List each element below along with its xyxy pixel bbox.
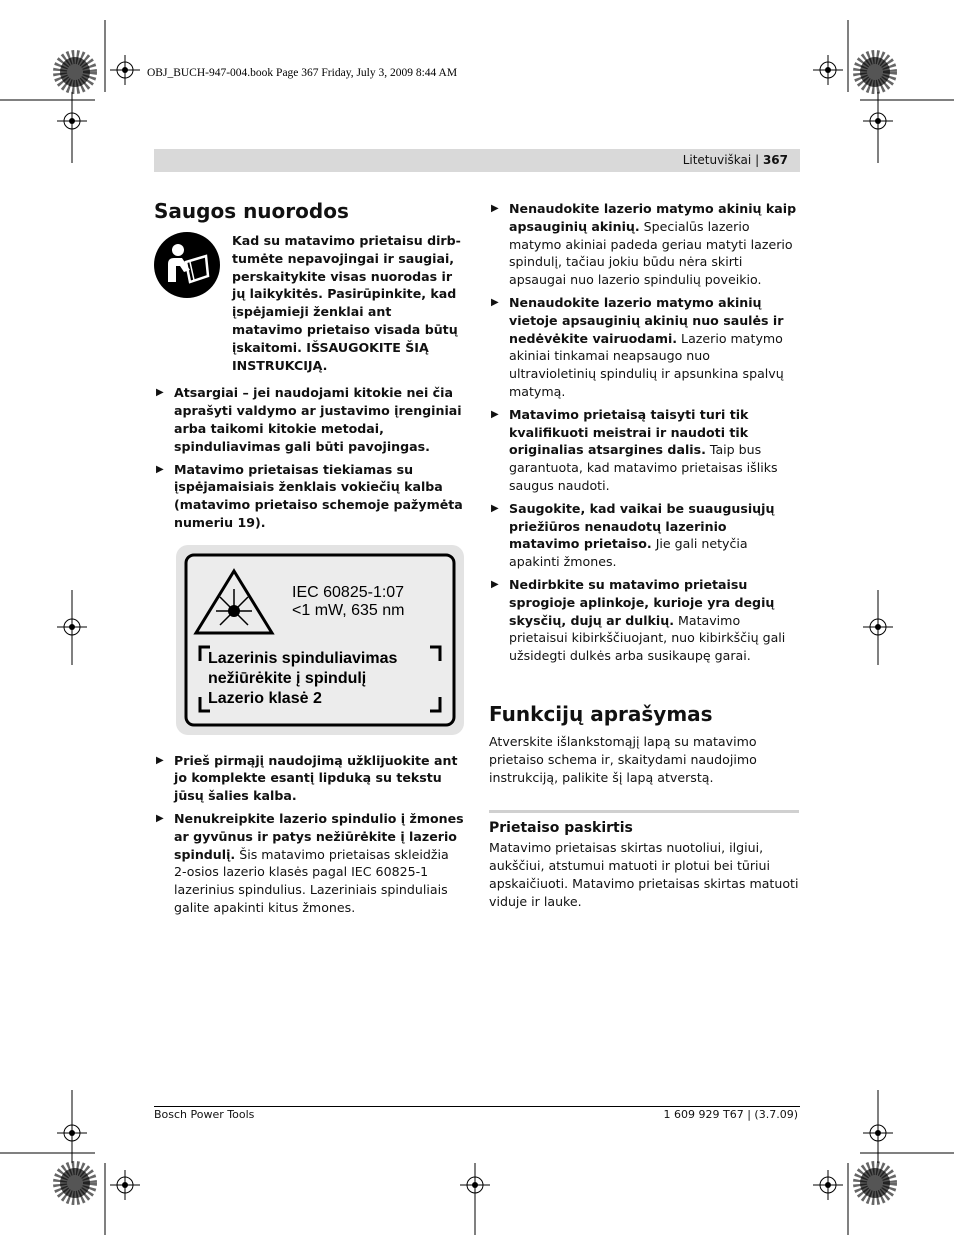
section-divider [489,810,799,813]
safety-intro [154,232,464,374]
triangle-bullet-icon: ▶ [491,578,499,590]
triangle-bullet-icon: ▶ [156,812,164,824]
page-header-text [683,153,788,167]
list-item [154,461,464,532]
list-item-bold: Nenaudokite lazerio matymo akinių kaip apsauginių akinių. [509,201,797,234]
safety-list-top [154,384,464,531]
page-number: 367 [762,153,788,167]
triangle-bullet-icon: ▶ [491,296,499,308]
list-item-bold: Atsargiai – jei naudojami kitokie nei čia aprašyti valdymo ar justavimo įrenginiai arba taikomi kitokie metodai, spinduliavimas gali būti pavojingas. [174,385,462,454]
list-item-bold: Prieš pirmąjį naudojimą užklijuokite ant jo komplekte esantį lipduką su tekstu jūsų šalies kalba. [174,752,458,804]
safety-list-right [489,200,799,665]
section-heading-functions: Funkcijų aprašymas [489,701,713,726]
triangle-bullet-icon: ▶ [491,502,499,514]
list-item-text: Matavimo prietaisui kibirkščiuojant, nuo kibirkščių gali užsidegti dulkės arba susikaupę garai. [509,612,786,664]
list-item-text: Šis matavimo prietaisas skleidžia 2-osios lazerio klasės pagal IEC 60825-1 lazerinius spindulius. Lazeriniais spinduliais galite apakinti kitus žmones. [174,846,449,915]
list-item-bold: Nedirbkite su matavimo prietaisu sprogioje aplinkoje, kurioje yra degių skysčių, dujų ar dulkių. [509,576,775,628]
read-manual-icon [154,232,220,298]
header-language: Litetuviškai [682,153,752,167]
footer-doc-number: 1 609 929 T67 | (3.7.09) [663,1108,798,1121]
subheading-purpose: Prietaiso paskirtis [489,820,633,837]
label-power: <1 mW, 635 nm [292,601,405,619]
list-item-text: Specialūs lazerio matymo akiniai padeda geriau matyti lazerio spindulį, tačiau jokiu būdu nėra skirti apsaugai nuo lazerio spindulių poveikio. [509,218,793,288]
label-line3: Lazerio klasė 2 [208,689,322,707]
label-line1: Lazerinis spinduliavimas [208,649,398,667]
triangle-bullet-icon: ▶ [156,463,164,475]
header-separator: | [755,153,760,167]
list-item-bold: Nenukreipkite lazerio spindulio į žmones ar gyvūnus ir patys nežiūrėkite į lazerio spindulį. [174,810,464,862]
triangle-bullet-icon: ▶ [156,387,164,399]
list-item [489,294,799,401]
list-item-bold: Saugokite, kad vaikai be suaugusiųjų priežiūros nenaudotų lazerinio matavimo prietaiso. [509,500,775,552]
list-item [154,810,464,917]
list-item [154,752,464,805]
left-column [154,200,464,922]
list-item [154,384,464,455]
safety-list-bottom [154,752,464,917]
functions-intro: Atverskite išlankstomąjį lapą su matavimo prietaiso schema ir, skaitydami naudojimo instrukciją, palikite šį lapą atverstą. [489,733,757,785]
print-info-line: OBJ_BUCH-947-004.book Page 367 Friday, July 3, 2009 8:44 AM [147,67,458,79]
triangle-bullet-icon: ▶ [491,408,499,420]
triangle-bullet-icon: ▶ [156,754,164,766]
list-item-text: Taip bus garantuota, kad matavimo prietaisas išliks saugus naudoti. [509,442,778,493]
laser-warning-label [176,545,464,735]
label-iec: IEC 60825-1:07 [292,583,405,601]
footer-rule [154,1106,800,1107]
list-item [489,500,799,571]
label-line2: nežiūrėkite į spindulį [208,669,367,687]
list-item [489,406,799,495]
safety-intro-text: Kad su matavimo prietaisu dirb-tumėte nepavojingai ir saugiai, perskaitykite visas nuorodas ir jų laikykitės. Pasirūpinkite, kad įspėjamieji ženklai ant matavimo prietaiso visada būtų įskaitomi. IŠSAUGOKITE ŠIĄ INSTRUKCIJĄ. [232,233,461,373]
right-column [489,200,799,911]
list-item-text: Lazerio matymo akiniai tinkamai neapsaugo nuo ultravioletinių spindulių ir apsunkina spalvų matymą. [509,330,784,399]
section-heading-safety: Saugos nuorodos [154,199,349,223]
footer-brand: Bosch Power Tools [154,1108,255,1121]
list-item [489,200,799,289]
list-item-text: Jie gali netyčia apakinti žmones. [509,536,748,570]
purpose-text: Matavimo prietaisas skirtas nuotoliui, ilgiui, aukščiui, atstumui matuoti ir plotui bei tūriui apskaičiuoti. Matavimo prietaisas skirtas matuoti viduje ir lauke. [489,840,799,909]
page-header-bar [154,149,800,172]
list-item-bold: Nenaudokite lazerio matymo akinių vietoje apsauginių akinių nuo saulės ir nedėvėkite vairuodami. [509,294,784,346]
list-item [489,576,799,665]
list-item-bold: Matavimo prietaisą taisyti turi tik kvalifikuoti meistrai ir naudoti tik originalias atsargines dalis. [509,406,749,458]
list-item-bold: Matavimo prietaisas tiekiamas su įspėjamaisiais ženklais vokiečių kalba (matavimo prietaiso schemoje pažymėta numeriu 19). [174,461,463,530]
triangle-bullet-icon: ▶ [491,203,499,214]
